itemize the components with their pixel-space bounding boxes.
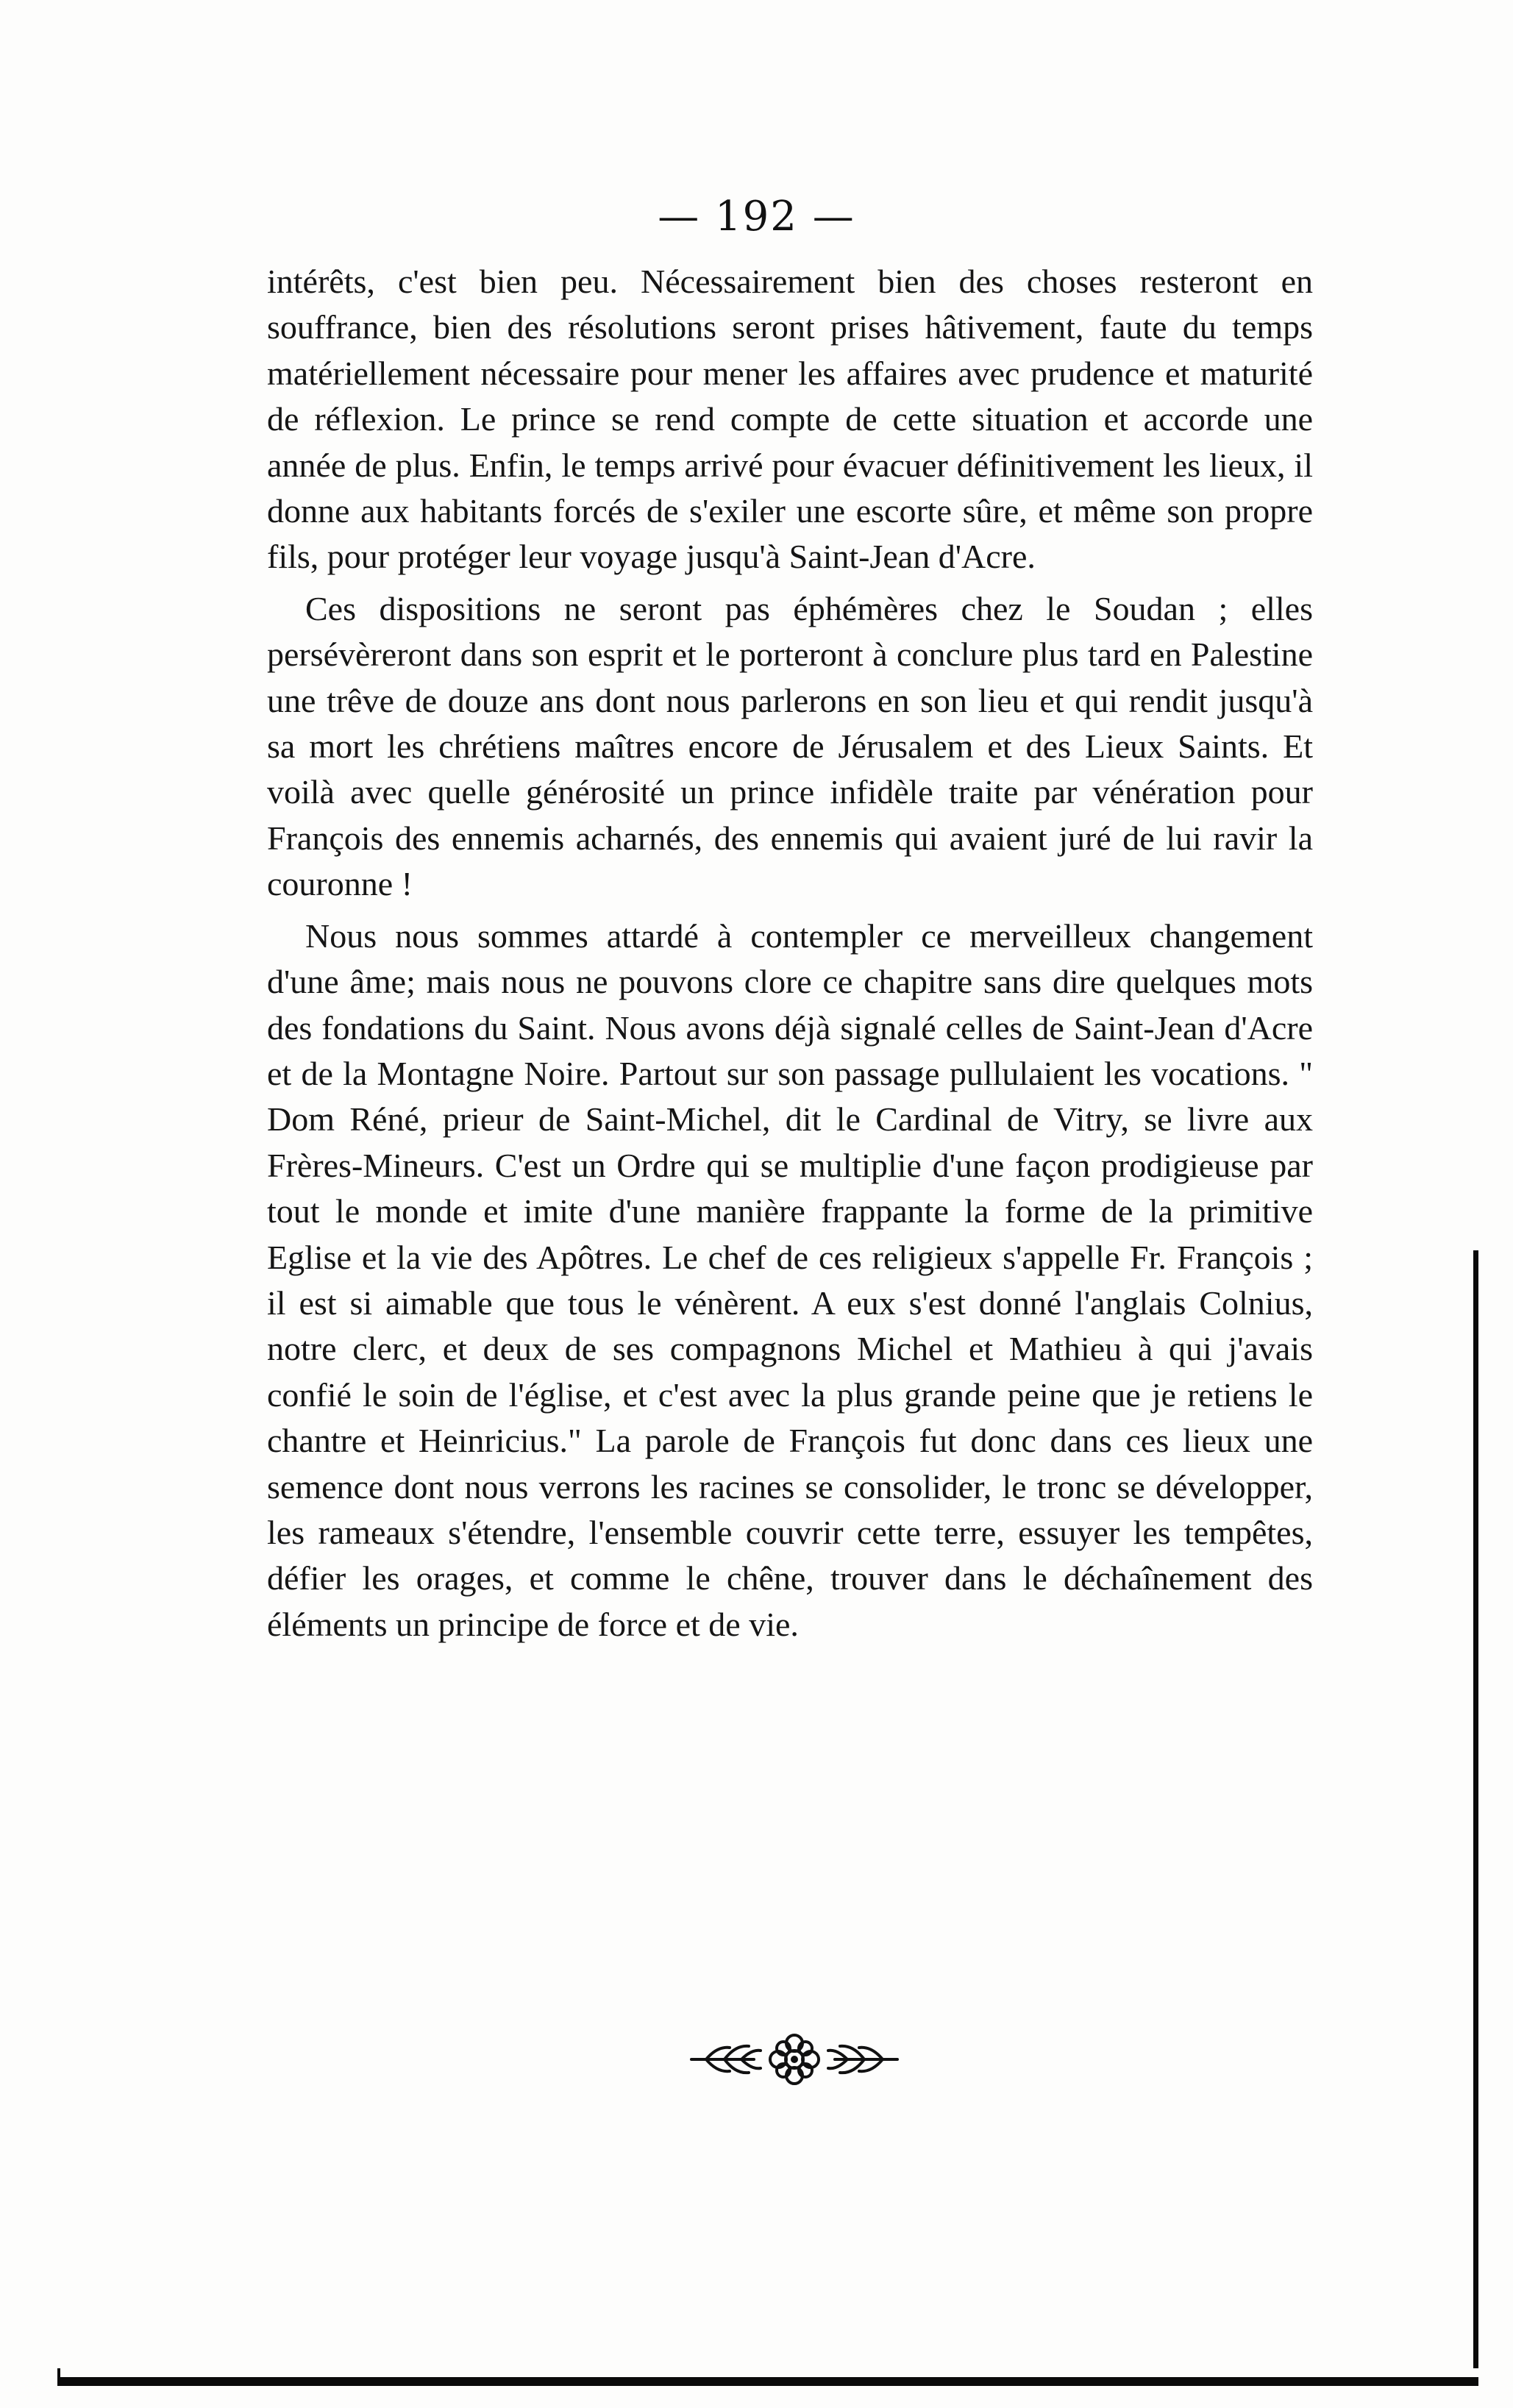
body-text	[267, 259, 1313, 1648]
right-border-rule	[1473, 1250, 1478, 2368]
bottom-border-rule	[57, 2377, 1478, 2386]
floral-fleuron-icon	[684, 2030, 905, 2089]
page-number: — 192 —	[658, 193, 855, 241]
paragraph-1: intérêts, c'est bien peu. Nécessairement bien des choses resteront en souffrance, bien des résolutions seront prises hâtivement, faute du temps matériellement nécessaire pour mener les affaires avec prudence et maturité de réflexion. Le prince se rend compte de cette situation et accorde une année de plus. Enfin, le temps arrivé pour évacuer définitivement les lieux, il donne aux habitants forcés de s'exiler une escorte sûre, et même son propre fils, pour protéger leur voyage jusqu'à Saint-Jean d'Acre.	[267, 263, 1313, 576]
paragraph-2: Ces dispositions ne seront pas éphémères chez le Soudan ; elles persévèreront dans son esprit et le porteront à conclure plus tard en Palestine une trêve de douze ans dont nous parlerons en son lieu et qui rendit jusqu'à sa mort les chrétiens maîtres encore de Jérusalem et des Lieux Saints. Et voilà avec quelle générosité un prince infidèle traite par vénération pour François des ennemis acharnés, des ennemis qui avaient juré de lui ravir la couronne !	[267, 589, 1313, 903]
paragraph-3: Nous nous sommes attardé à contempler ce merveilleux changement d'une âme; mais nous ne pouvons clore ce chapitre sans dire quelques mots des fondations du Saint. Nous avons déjà signalé celles de Saint-Jean d'Acre et de la Montagne Noire. Partout sur son passage pullulaient les vocations. " Dom Réné, prieur de Saint-Michel, dit le Cardinal de Vitry, se livre aux Frères-Mineurs. C'est un Ordre qui se multiplie d'une façon prodigieuse par tout le monde et imite d'une manière frappante la forme de la primitive Eglise et la vie des Apôtres. Le chef de ces religieux s'appelle Fr. François ; il est si aimable que tous le vénèrent. A eux s'est donné l'anglais Colnius, notre clerc, et deux de ses compagnons Michel et Mathieu à qui j'avais confié le soin de l'église, et c'est avec la plus grande peine que je retiens le chantre et Heinricius." La parole de François fut donc dans ces lieux une semence dont nous verrons les racines se consolider, le tronc se développer, les rameaux s'étendre, l'ensemble couvrir cette terre, essuyer les tempêtes, défier les orages, et comme le chêne, trouver dans le déchaînement des éléments un principe de force et de vie.	[267, 916, 1313, 1643]
corner-mark	[57, 2368, 60, 2386]
